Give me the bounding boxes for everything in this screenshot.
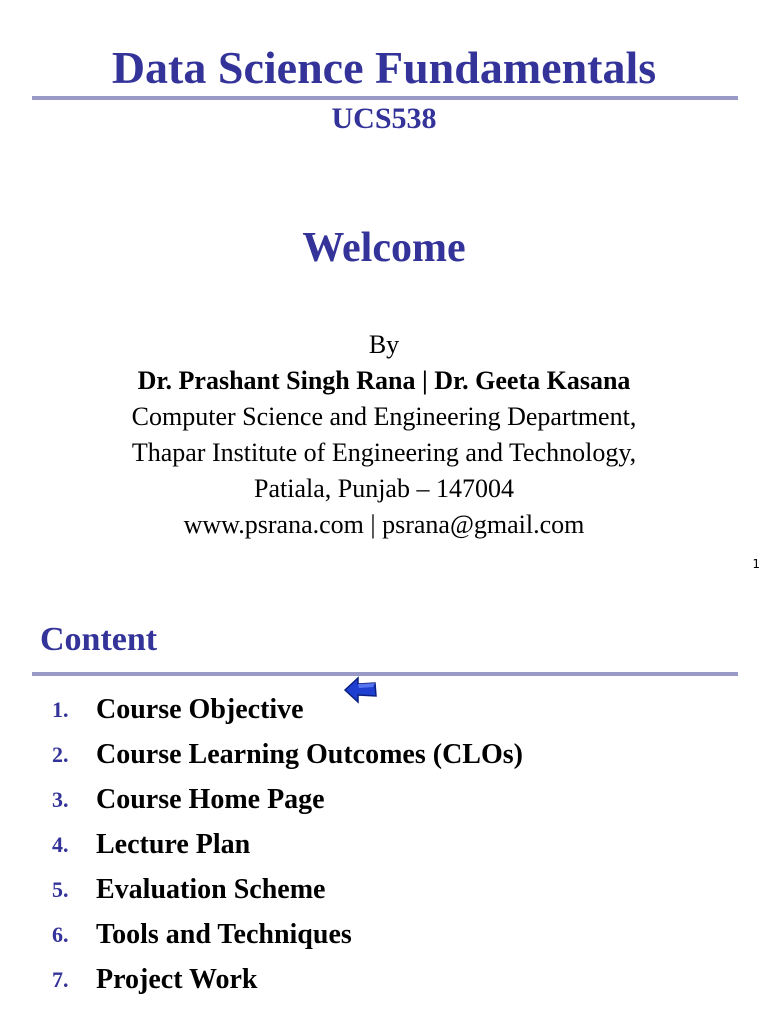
item-number: 7. bbox=[52, 967, 69, 992]
content-divider bbox=[32, 672, 738, 676]
item-number: 1. bbox=[52, 697, 69, 722]
title-divider bbox=[32, 96, 738, 100]
slide-title: Data Science Fundamentals bbox=[111, 42, 657, 93]
author-info bbox=[0, 327, 768, 543]
page-number: 1 bbox=[752, 557, 760, 571]
content-heading: Content bbox=[40, 621, 158, 658]
list-item[interactable] bbox=[52, 912, 523, 957]
by-label: By bbox=[368, 330, 400, 359]
institute: Thapar Institute of Engineering and Technology, bbox=[131, 438, 637, 467]
item-label: Project Work bbox=[96, 964, 258, 995]
list-item[interactable] bbox=[52, 687, 523, 732]
content-slide bbox=[0, 590, 768, 1024]
item-number: 5. bbox=[52, 877, 69, 902]
item-label: Lecture Plan bbox=[96, 829, 251, 860]
item-number: 3. bbox=[52, 787, 69, 812]
course-code: UCS538 bbox=[331, 102, 437, 135]
item-label: Evaluation Scheme bbox=[96, 874, 326, 905]
list-item[interactable] bbox=[52, 867, 523, 912]
list-item[interactable] bbox=[52, 777, 523, 822]
item-label: Tools and Techniques bbox=[96, 919, 352, 950]
address: Patiala, Punjab – 147004 bbox=[254, 474, 514, 503]
item-label: Course Home Page bbox=[96, 784, 325, 815]
item-label: Course Objective bbox=[96, 694, 304, 725]
left-arrow-icon[interactable] bbox=[343, 674, 379, 706]
authors: Dr. Prashant Singh Rana | Dr. Geeta Kasana bbox=[137, 366, 631, 395]
item-number: 6. bbox=[52, 922, 69, 947]
list-item[interactable] bbox=[52, 957, 523, 1002]
item-label: Course Learning Outcomes (CLOs) bbox=[96, 739, 523, 770]
department: Computer Science and Engineering Department, bbox=[131, 402, 637, 431]
contents-list bbox=[52, 687, 523, 1002]
list-item[interactable] bbox=[52, 822, 523, 867]
list-item[interactable] bbox=[52, 732, 523, 777]
item-number: 2. bbox=[52, 742, 69, 767]
item-number: 4. bbox=[52, 832, 69, 857]
welcome-heading: Welcome bbox=[302, 225, 466, 271]
contact-info[interactable]: www.psrana.com | psrana@gmail.com bbox=[183, 510, 585, 539]
